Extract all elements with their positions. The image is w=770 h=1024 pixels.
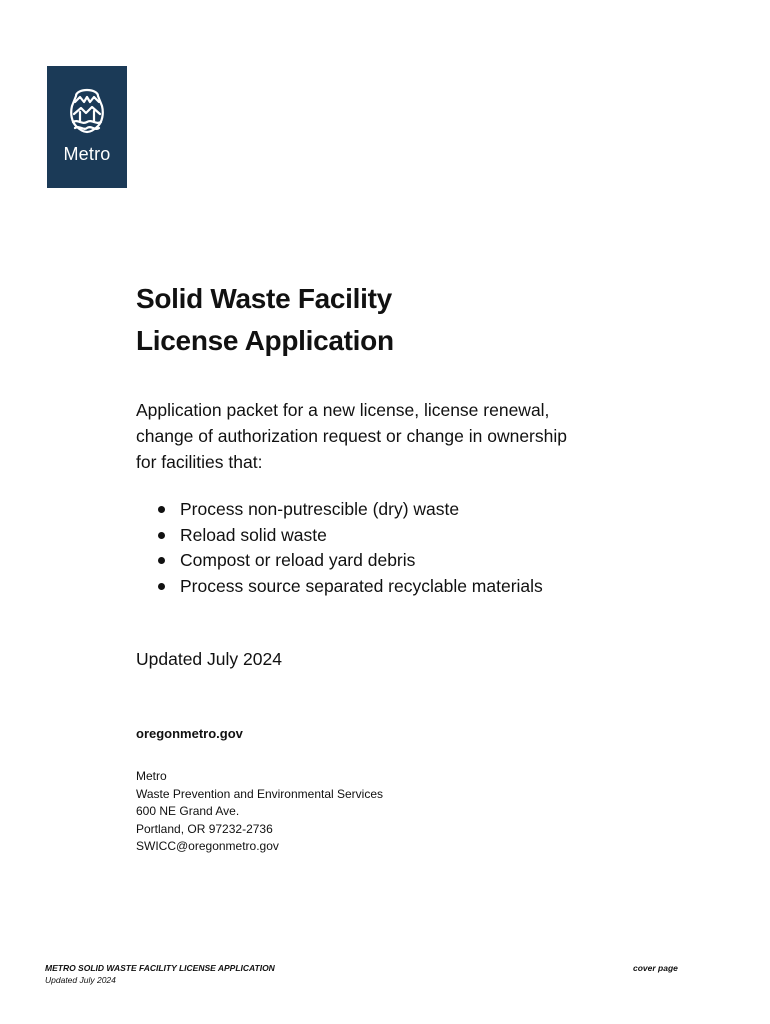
intro-paragraph [136, 397, 616, 475]
list-item-text: Reload solid waste [180, 524, 327, 545]
intro-line-2: change of authorization request or change in ownership [136, 426, 567, 446]
address-street: 600 NE Grand Ave. [136, 804, 240, 819]
intro-line-3: for facilities that: [136, 452, 263, 472]
contact-address [136, 768, 383, 856]
metro-logo [47, 66, 127, 188]
title-line-2: License Application [136, 325, 394, 356]
page-title [136, 278, 394, 362]
footer-left [45, 962, 275, 986]
facility-type-list [136, 497, 543, 599]
list-item [136, 523, 543, 549]
bullet-icon [158, 506, 165, 513]
footer-title: METRO SOLID WASTE FACILITY LICENSE APPLICATION [45, 963, 275, 973]
list-item [136, 548, 543, 574]
footer-page-label: cover page [633, 963, 678, 973]
intro-line-1: Application packet for a new license, license renewal, [136, 400, 550, 420]
list-item-text: Compost or reload yard debris [180, 550, 416, 570]
metro-logo-icon [68, 88, 106, 138]
address-email[interactable]: SWICC@oregonmetro.gov [136, 839, 279, 854]
bullet-icon [158, 557, 165, 564]
footer-date: Updated July 2024 [45, 975, 116, 985]
list-item [136, 574, 543, 600]
title-line-1: Solid Waste Facility [136, 283, 392, 314]
list-item-text: Process non-putrescible (dry) waste [180, 499, 460, 519]
updated-date: Updated July 2024 [136, 649, 282, 669]
bullet-icon [158, 583, 165, 590]
list-item-text: Process source separated recyclable materials [180, 575, 543, 596]
address-org: Metro [136, 769, 167, 783]
address-dept: Waste Prevention and Environmental Services [136, 786, 384, 801]
list-item [136, 497, 543, 523]
bullet-icon [158, 532, 165, 539]
logo-text: Metro [63, 144, 111, 164]
address-city: Portland, OR 97232-2736 [136, 821, 273, 836]
website-link[interactable]: oregonmetro.gov [136, 726, 243, 741]
